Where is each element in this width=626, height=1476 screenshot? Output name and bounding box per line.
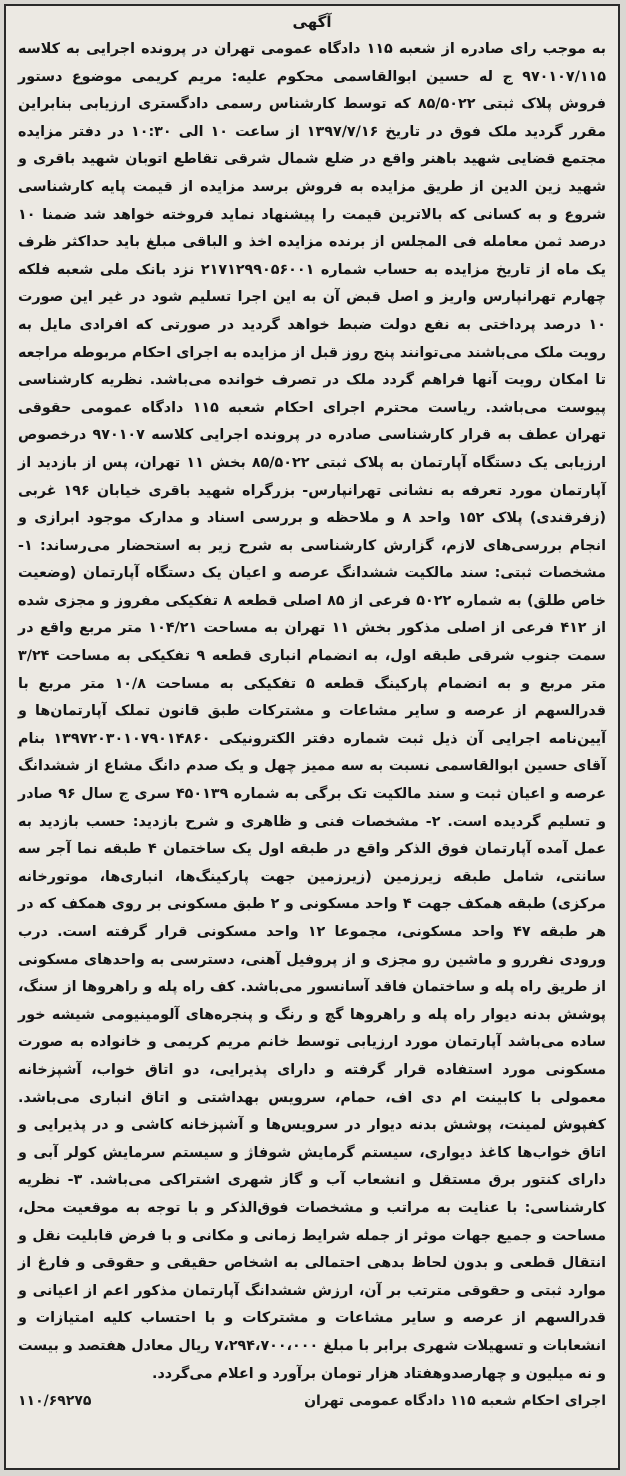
notice-title: آگهی — [292, 13, 332, 31]
notice-footer — [18, 1390, 606, 1412]
notice-signature: اجرای احکام شعبه ۱۱۵ دادگاه عمومی تهران — [304, 1393, 606, 1410]
notice-body: به موجب رای صادره از شعبه ۱۱۵ دادگاه عمومی تهران در پرونده اجرایی به کلاسه ۹۷۰۱۰۷/۱۱۵ ج له حسین ابوالقاسمی محکوم علیه: مریم کریمی موضوع دستور فروش پلاک ثبتی ۸۵/۵۰۲۲ که توسط کارشناس رسمی دادگستری ارزیابی بنابراین مقرر گردید ملک فوق در تاریخ ۱۳۹۷/۷/۱۶ از ساعت ۱۰ الی ۱۰:۳۰ در دفتر مزایده مجتمع قضایی شهید باهنر واقع در ضلع شمال شرقی تقاطع اتوبان شهید باقری و شهید زین الدین از طریق مزایده به فروش برسد مزایده از قیمت پایه کارشناسی شروع و به کسانی که بالاترین قیمت را پیشنهاد نماید فروخته خواهد شد ضمنا ۱۰ درصد ثمن معامله فی المجلس از برنده مزایده اخذ و الباقی مبلغ باید حداکثر ظرف یک ماه از تاریخ مزایده به حساب شماره ۲۱۷۱۲۹۹۰۵۶۰۰۱ نزد بانک ملی شعبه فلکه چهارم تهرانپارس واریز و اصل قبض آن به این اجرا تسلیم شود در غیر این صورت ۱۰ درصد پرداختی به نفع دولت ضبط خواهد گردید در صورتی که افرادی مایل به رویت ملک می‌باشند می‌توانند پنج روز قبل از مزایده به اجرای احکام مربوطه مراجعه تا امکان رویت آنها فراهم گردد ملک در تصرف خوانده می‌باشد. نظریه کارشناسی پیوست می‌باشد. ریاست محترم اجرای احکام شعبه ۱۱۵ دادگاه عمومی حقوقی تهران عطف به قرار کارشناسی صادره در پرونده اجرایی کلاسه ۹۷۰۱۰۷ درخصوص ارزیابی یک دستگاه آپارتمان به پلاک ثبتی ۸۵/۵۰۲۲ بخش ۱۱ تهران، پس از بازدید از آپارتمان مورد تعرفه به نشانی تهرانپارس- بزرگراه شهید باقری خیابان ۱۹۶ غربی (زفرقندی) پلاک ۱۵۲ واحد ۸ و ملاحظه و بررسی اسناد و مدارک موجود ابرازی و انجام بررسی‌های لازم، گزارش کارشناسی به شرح زیر به استحضار می‌رساند: ۱- مشخصات ثبتی: سند مالکیت ششدانگ عرصه و اعیان یک دستگاه آپارتمان (وضعیت خاص طلق) به شماره ۵۰۲۲ فرعی از ۸۵ اصلی قطعه ۸ تفکیکی مفروز و مجزی شده از ۴۱۲ فرعی از اصلی مذکور بخش ۱۱ تهران به مساحت ۱۰۴/۲۱ متر مربع واقع در سمت جنوب شرقی طبقه اول، به انضمام انباری قطعه ۹ تفکیکی به مساحت ۳/۲۴ متر مربع و به انضمام پارکینگ قطعه ۵ تفکیکی به مساحت ۱۰/۸ متر مربع با قدرالسهم از عرصه و سایر مشاعات و مشترکات طبق قانون تملک آپارتمان‌ها و آیین‌نامه اجرایی آن ذیل ثبت شماره دفتر الکترونیکی ۱۳۹۷۲۰۳۰۱۰۷۹۰۱۴۸۶۰ بنام آقای حسین ابوالقاسمی نسبت به سه ممیز چهل و یک صدم دانگ مشاع از ششدانگ عرصه و اعیان ثبت و سند مالکیت تک برگی به شماره ۴۵۰۱۳۹ سری ج سال ۹۶ صادر و تسلیم گردیده است. ۲- مشخصات فنی و ظاهری و شرح بازدید: حسب بازدید به عمل آمده آپارتمان فوق الذکر واقع در طبقه اول یک ساختمان ۴ طبقه نما آجر سه سانتی، شامل طبقه زیرزمین (زیرزمین جهت پارکینگ‌ها، انباری‌ها، موتورخانه مرکزی) طبقه همکف جهت ۴ واحد مسکونی و ۲ طبق مسکونی بر روی همکف که در هر طبقه ۴۷ واحد مسکونی، مجموعا ۱۲ واحد مسکونی قرار گرفته است. درب ورودی نفررو و ماشین رو مجزی و از پروفیل آهنی، دسترسی به واحدهای مسکونی از طریق راه پله و ساختمان فاقد آسانسور می‌باشد. کف راه پله و راهروها از سنگ، پوشش بدنه دیوار راه پله و راهروها گچ و رنگ و پنجره‌های آلومینیومی شیشه خور ساده می‌باشد آپارتمان مورد ارزیابی توسط خانم مریم کریمی و خانواده به صورت مسکونی مورد استفاده قرار گرفته و دارای پذیرایی، دو اتاق خواب، آشپزخانه معمولی با کابینت ام دی اف، حمام، سرویس بهداشتی و اتاق انباری می‌باشد. کفپوش لمینت، پوشش بدنه دیوار در سرویس‌ها و آشپزخانه کاشی و در پذیرایی و اتاق خواب‌ها کاغذ دیواری، سیستم گرمایش شوفاژ و سیستم سرمایش کولر آبی و دارای کنتور برق مستقل و انشعاب آب و گاز شهری اشتراکی می‌باشد. ۳- نظریه کارشناسی: با عنایت به مراتب و مشخصات فوق‌الذکر و با توجه به موقعیت محل، مساحت و جمیع جهات موثر از جمله شرایط زمانی و مکانی و با فرض قابلیت نقل و انتقال قطعی و بدون لحاظ بدهی احتمالی به اشخاص حقیقی و حقوقی و فارغ از موارد ثبتی و حقوقی مترتب بر آن، ارزش ششدانگ آپارتمان مذکور اعم از اعیانی و قدرالسهم از عرصه و سایر مشاعات و مشترکات و با احتساب کلیه امتیازات و انشعابات و تسهیلات شهری برابر با مبلغ ۷،۲۹۴،۷۰۰،۰۰۰ ریال معادل هفتصد و بیست و نه میلیون و چهارصدوهفتاد هزار تومان برآورد و اعلام می‌گردد. — [18, 41, 607, 1382]
notice-code: ۱۱۰/۶۹۲۷۵ — [18, 1393, 92, 1410]
legal-notice — [4, 4, 620, 1470]
